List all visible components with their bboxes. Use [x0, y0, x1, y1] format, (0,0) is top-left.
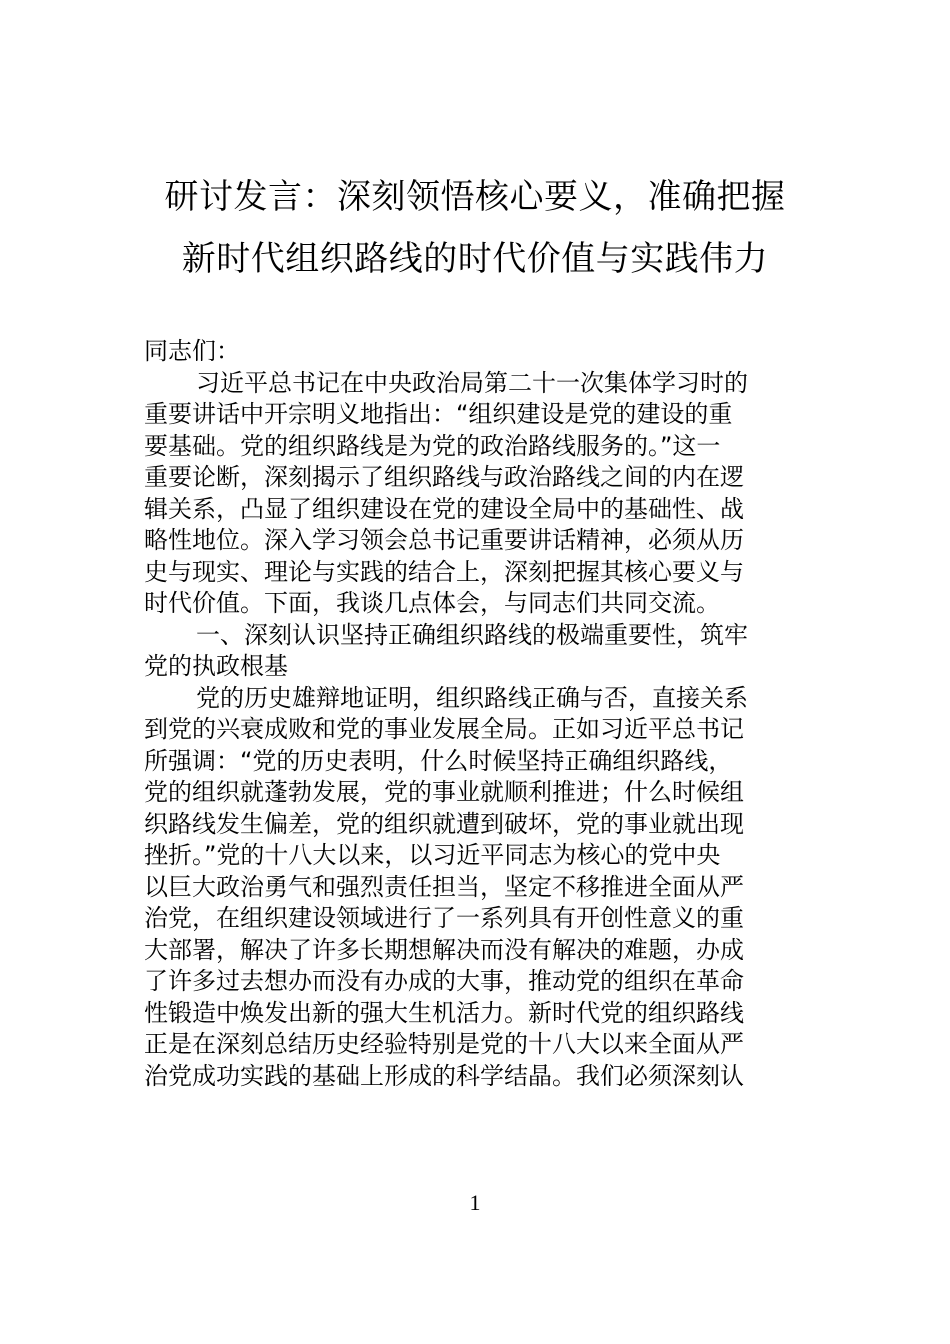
paragraph-history — [144, 683, 809, 1093]
heading-line: 党的执政根基 — [144, 652, 288, 680]
paragraph-line: 党的历史雄辩地证明，组织路线正确与否，直接关系 — [196, 683, 748, 712]
paragraph-line: 史与现实、理论与实践的结合上，深刻把握其核心要义与 — [144, 557, 744, 586]
page-number: 1 — [469, 1190, 481, 1215]
title-line-2: 新时代组织路线的时代价值与实践伟力 — [181, 239, 769, 279]
paragraph-line: 重要讲话中开宗明义地指出：“组织建设是党的建设的重 — [144, 400, 733, 428]
document-title — [0, 166, 950, 290]
title-line-1: 研讨发言：深刻领悟核心要义，准确把握 — [164, 177, 786, 217]
paragraph-line: 重要论断，深刻揭示了组织路线与政治路线之间的内在逻 — [144, 463, 744, 491]
paragraph-line: 织路线发生偏差，党的组织就遭到破坏，党的事业就出现 — [144, 809, 744, 838]
paragraph-line: 辑关系，凸显了组织建设在党的建设全局中的基础性、战 — [144, 494, 744, 523]
salutation: 同志们： — [144, 337, 240, 365]
paragraph-line: 习近平总书记在中央政治局第二十一次集体学习时的 — [196, 368, 748, 397]
paragraph-line: 以巨大政治勇气和强烈责任担当，坚定不移推进全面从严 — [144, 872, 744, 901]
paragraph-line: 时代价值。下面，我谈几点体会，与同志们共同交流。 — [144, 589, 720, 617]
paragraph-line: 了许多过去想办而没有办成的大事，推动党的组织在革命 — [144, 967, 744, 995]
paragraph-line: 治党成功实践的基础上形成的科学结晶。我们必须深刻认 — [144, 1061, 744, 1090]
heading-line: 一、深刻认识坚持正确组织路线的极端重要性，筑牢 — [196, 620, 748, 649]
paragraph-line: 正是在深刻总结历史经验特别是党的十八大以来全面从严 — [144, 1030, 744, 1058]
section-heading-1 — [144, 620, 809, 683]
paragraph-line: 略性地位。深入学习领会总书记重要讲话精神，必须从历 — [144, 526, 744, 554]
paragraph-line: 治党，在组织建设领域进行了一系列具有开创性意义的重 — [144, 904, 744, 932]
paragraph-line: 性锻造中焕发出新的强大生机活力。新时代党的组织路线 — [144, 998, 744, 1027]
paragraph-line: 大部署，解决了许多长期想解决而没有解决的难题，办成 — [144, 935, 744, 964]
document-body — [144, 336, 809, 1092]
paragraph-line: 要基础。党的组织路线是为党的政治路线服务的。”这一 — [144, 431, 721, 460]
paragraph-line: 到党的兴衰成败和党的事业发展全局。正如习近平总书记 — [144, 715, 744, 743]
paragraph-line: 党的组织就蓬勃发展，党的事业就顺利推进；什么时候组 — [144, 778, 744, 806]
paragraph-intro — [144, 368, 809, 620]
paragraph-line: 所强调：“党的历史表明，什么时候坚持正确组织路线， — [144, 746, 733, 775]
paragraph-line: 挫折。”党的十八大以来，以习近平同志为核心的党中央 — [144, 841, 721, 869]
